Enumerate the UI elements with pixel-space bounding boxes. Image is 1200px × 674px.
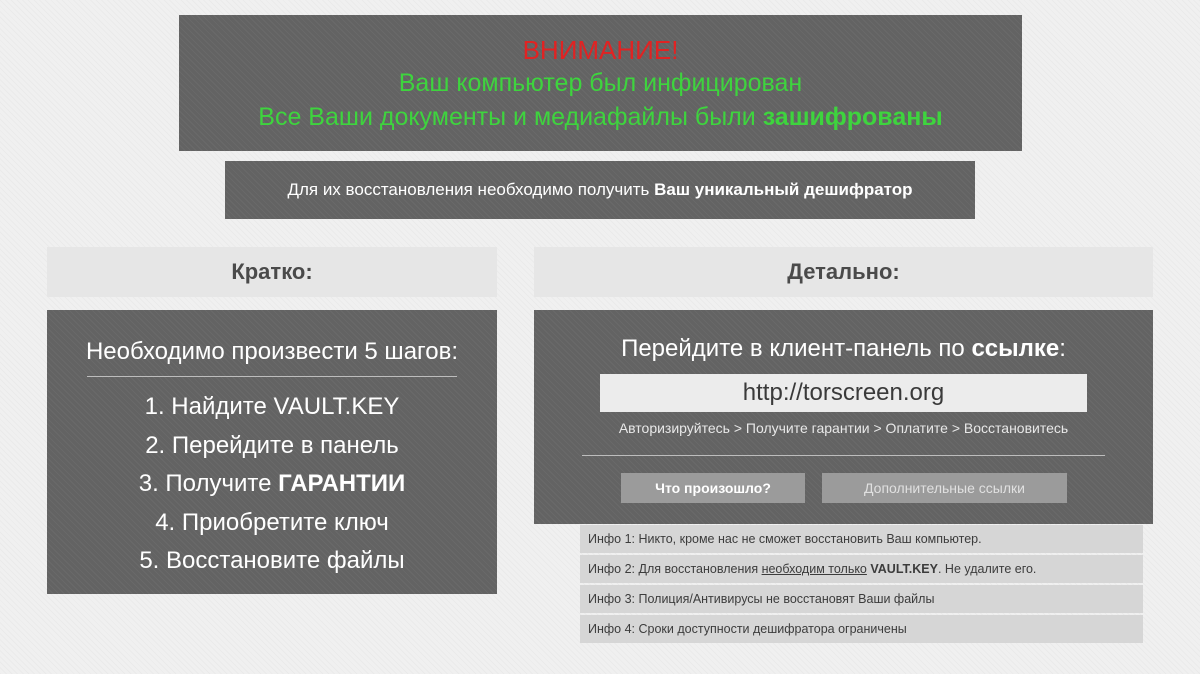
panel-divider (582, 455, 1105, 456)
decryptor-notice-emphasis: Ваш уникальный дешифратор (654, 180, 913, 199)
info-row-key: VAULT.KEY (870, 562, 938, 576)
steps-divider (87, 376, 457, 377)
goto-instruction (534, 334, 1153, 364)
step-item: 2. Перейдите в панель (145, 431, 399, 459)
process-steps: Авторизируйтесь > Получите гарантии > Оплатите > Восстановитесь (618, 420, 1069, 436)
steps-list (47, 388, 497, 581)
steps-title: Необходимо произвести 5 шагов: (85, 338, 459, 365)
info-row-prefix: Инфо 2: Для восстановления (588, 562, 762, 576)
info-row: Инфо 3: Полиция/Антивирусы не восстановят Ваши файлы (580, 585, 1143, 613)
decryptor-notice (225, 161, 975, 219)
more-links-button[interactable]: Дополнительные ссылки (822, 473, 1067, 503)
url-field[interactable]: http://torscreen.org (600, 374, 1087, 412)
detailed-panel (534, 310, 1153, 524)
goto-suffix: : (1059, 335, 1066, 362)
step-item-emphasis: ГАРАНТИИ (278, 470, 406, 497)
goto-prefix: Перейдите в клиент-панель по (621, 335, 972, 362)
step-item: 1. Найдите VAULT.KEY (144, 393, 400, 420)
encrypted-message-emphasis: зашифрованы (762, 103, 943, 131)
step-item: 4. Приобретите ключ (155, 508, 389, 536)
decryptor-notice-prefix: Для их восстановления необходимо получить (287, 180, 655, 199)
info-row-underline: необходим только (761, 562, 867, 576)
info-row-suffix: . Не удалите его. (937, 562, 1037, 576)
encrypted-message-prefix: Все Ваши документы и медиафайлы были (258, 103, 763, 131)
brief-header: Кратко: (47, 247, 497, 297)
step-item-prefix: 3. Получите (138, 470, 279, 497)
warning-title: ВНИМАНИЕ! (522, 35, 679, 65)
warning-banner (179, 15, 1022, 151)
step-item: 5. Восстановите файлы (139, 547, 405, 574)
detailed-header: Детально: (534, 247, 1153, 297)
info-row: Инфо 4: Сроки доступности дешифратора ограничены (580, 615, 1143, 643)
what-happened-button[interactable]: Что произошло? (621, 473, 805, 503)
info-row: Инфо 1: Никто, кроме нас не сможет восстановить Ваш компьютер. (580, 525, 1143, 553)
brief-panel (47, 310, 497, 594)
info-list (580, 525, 1143, 645)
encrypted-message (179, 101, 1022, 133)
goto-link-word: ссылке (971, 335, 1060, 362)
infected-message: Ваш компьютер был инфицирован (398, 69, 803, 97)
step-item (47, 465, 497, 504)
info-row (580, 555, 1143, 583)
